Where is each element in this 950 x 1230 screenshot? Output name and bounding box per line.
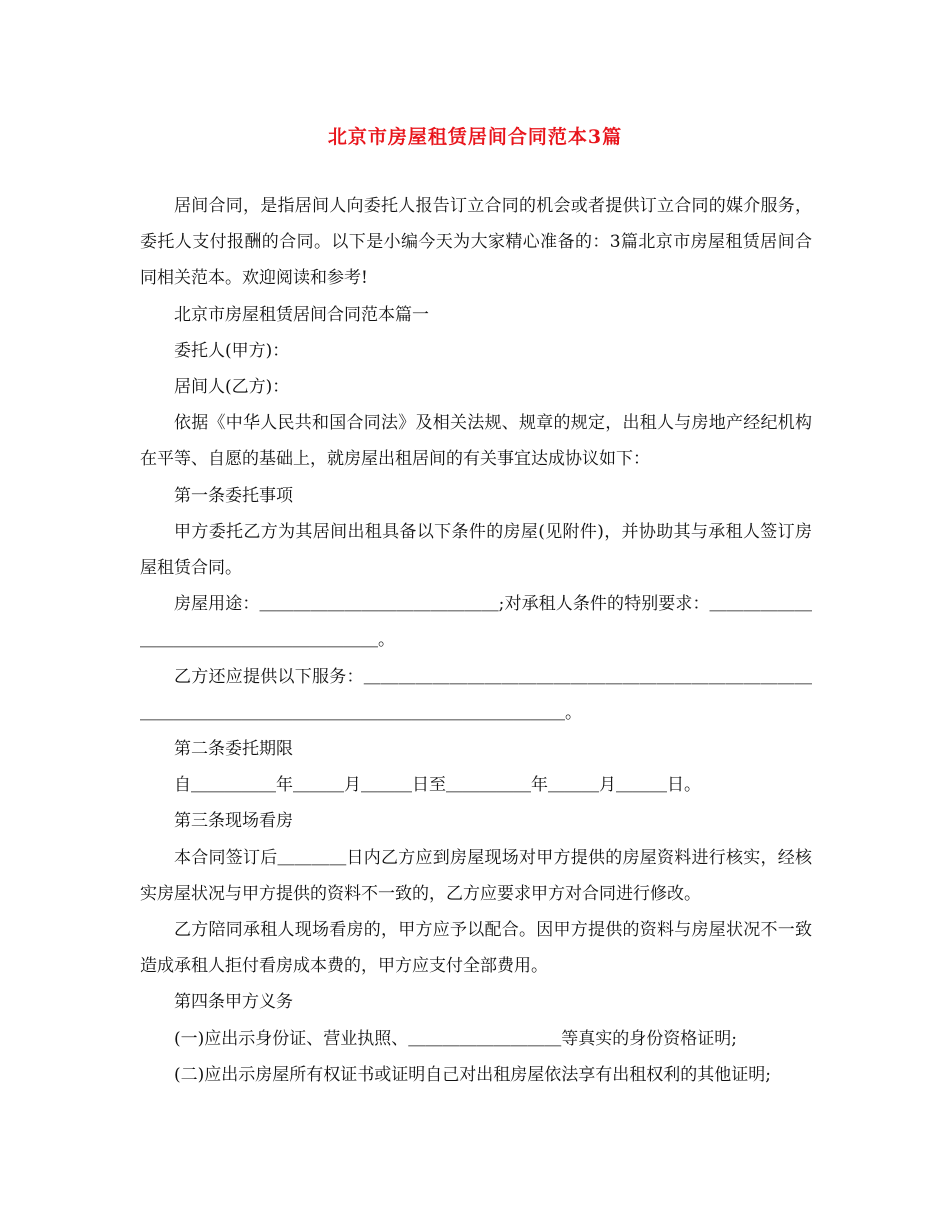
article-3-paragraph-1: 本合同签订后＿＿＿＿日内乙方应到房屋现场对甲方提供的房屋资料进行核实，经核实房屋状况与甲方提供的资料不一致的，乙方应要求甲方对合同进行修改。 bbox=[140, 847, 812, 904]
intro-paragraph: 居间合同，是指居间人向委托人报告订立合同的机会或者提供订立合同的媒介服务，委托人支付报酬的合同。以下是小编今天为大家精心准备的：3篇北京市房屋租赁居间合同相关范本。欢迎阅读和参考! bbox=[140, 196, 812, 289]
house-use-line: 房屋用途：＿＿＿＿＿＿＿＿＿＿＿＿＿＿;对承租人条件的特别要求：＿＿＿＿＿＿＿＿＿＿＿＿＿＿＿＿＿＿＿＿。 bbox=[140, 594, 812, 651]
article-3-paragraph-2: 乙方陪同承租人现场看房的，甲方应予以配合。因甲方提供的资料与房屋状况不一致造成承租人拒付看房成本费的，甲方应支付全部费用。 bbox=[140, 920, 812, 977]
party-b-line: 居间人(乙方)： bbox=[174, 377, 290, 398]
section-heading: 北京市房屋租赁居间合同范本篇一 bbox=[174, 304, 429, 325]
article-2-heading: 第二条委托期限 bbox=[174, 739, 293, 760]
term-dates-line: 自＿＿＿＿＿年＿＿＿月＿＿＿日至＿＿＿＿＿年＿＿＿月＿＿＿日。 bbox=[174, 775, 701, 796]
document-body bbox=[140, 188, 812, 1093]
article-1-heading: 第一条委托事项 bbox=[174, 485, 293, 506]
article-3-heading: 第三条现场看房 bbox=[174, 811, 293, 832]
article-4-heading: 第四条甲方义务 bbox=[174, 992, 293, 1013]
article-4-item-2: (二)应出示房屋所有权证书或证明自己对出租房屋依法享有出租权利的其他证明; bbox=[174, 1064, 771, 1085]
party-a-line: 委托人(甲方)： bbox=[174, 340, 290, 361]
article-1-paragraph: 甲方委托乙方为其居间出租具备以下条件的房屋(见附件)，并协助其与承租人签订房屋租赁合同。 bbox=[140, 521, 812, 579]
document-title: 北京市房屋租赁居间合同范本3篇 bbox=[327, 126, 623, 148]
article-4-item-1: (一)应出示身份证、营业执照、＿＿＿＿＿＿＿＿＿等真实的身份资格证明; bbox=[174, 1028, 737, 1049]
preamble-paragraph: 依据《中华人民共和国合同法》及相关法规、规章的规定，出租人与房地产经纪机构在平等、自愿的基础上，就房屋出租居间的有关事宜达成协议如下： bbox=[140, 413, 812, 470]
services-line: 乙方还应提供以下服务：＿＿＿＿＿＿＿＿＿＿＿＿＿＿＿＿＿＿＿＿＿＿＿＿＿＿＿＿＿＿＿＿＿＿＿＿＿＿＿＿＿＿＿＿＿＿＿＿＿＿＿。 bbox=[140, 666, 812, 723]
